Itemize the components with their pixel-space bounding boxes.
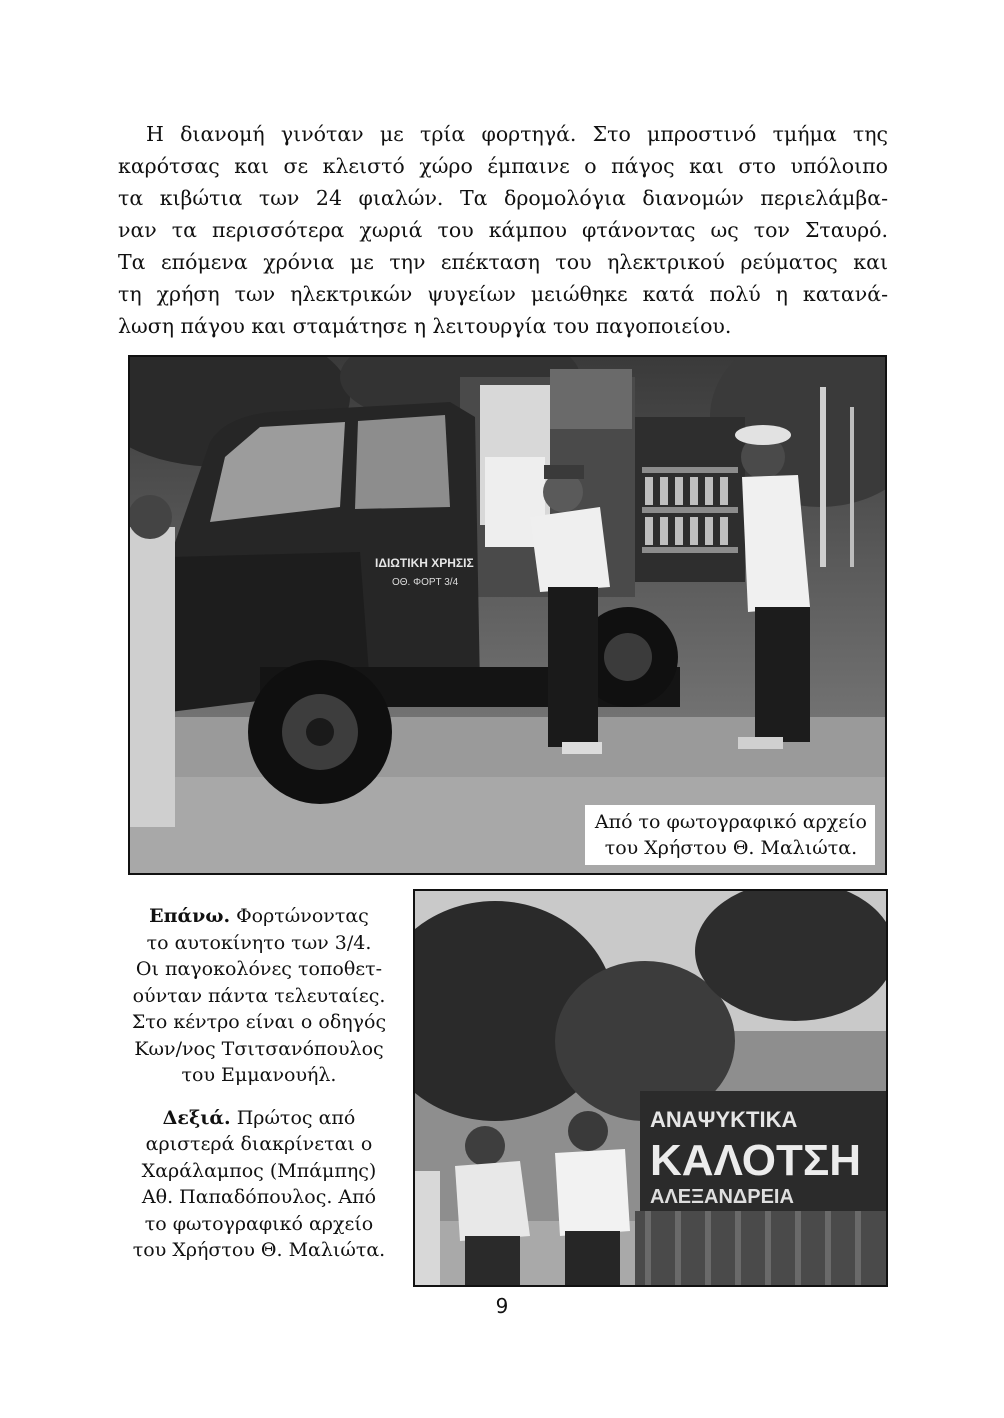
sign-photo-illustration — [415, 891, 886, 1285]
caption-line: Πρώτος από — [236, 1106, 356, 1129]
truck-door-text-2: ΟΘ. ΦΟΡΤ 3/4 — [392, 577, 459, 588]
body-line: τη χρήση των ηλεκτρικών ψυγείων μειώθηκε κατά πολύ η κατανά- — [118, 282, 888, 306]
caption-line: Οι παγοκολόνες τοποθετ- — [135, 958, 383, 980]
body-line: καρότσας και σε κλειστό χώρο έμπαινε ο πάγος και στο υπόλοιπο — [118, 154, 888, 178]
sign-text-1: ΑΝΑΨΥΚΤΙΚΑ — [650, 1107, 798, 1132]
caption-right-label: Δεξιά. — [162, 1106, 231, 1129]
truck-door-text-1: ΙΔΙΩΤΙΚΗ ΧΡΗΣΙΣ — [375, 556, 474, 570]
caption-line: Φορτώνοντας — [236, 905, 369, 927]
page-number: 9 — [495, 1294, 509, 1318]
credit-line-1: Από το φωτογραφικό αρχείο — [594, 811, 867, 833]
caption-top-label: Επάνω. — [149, 905, 231, 927]
credit-line-2: του Χρήστου Θ. Μαλιώτα. — [604, 837, 858, 859]
caption-line: του Χρήστου Θ. Μαλιώτα. — [132, 1239, 386, 1261]
body-line: τα κιβώτια των 24 φιαλών. Τα δρομολόγια διανομών περιελάμβα- — [118, 186, 888, 210]
caption-right — [118, 1105, 400, 1264]
caption-line: το φωτογραφικό αρχείο — [144, 1212, 374, 1235]
body-line: Η διανομή γινόταν με τρία φορτηγά. Στο μπροστινό τμήμα της — [146, 122, 888, 146]
body-line: ναν τα περισσότερα χωριά του κάμπου φτάνοντας ως τον Σταυρό. — [118, 218, 888, 242]
caption-line: το αυτοκίνητο των 3/4. — [146, 931, 372, 954]
body-paragraph — [118, 118, 888, 342]
caption-top — [118, 903, 400, 1089]
drinks-sign-photo — [413, 889, 888, 1287]
caption-line: αριστερά διακρίνεται ο — [145, 1133, 373, 1155]
sign-text-2: ΚΑΛΟΤΣΗ — [650, 1136, 861, 1185]
photo-credit — [585, 805, 875, 865]
body-line: Τα επόμενα χρόνια με την επέκταση του ηλεκτρικού ρεύματος και — [118, 250, 888, 274]
body-line: λωση πάγου και σταμάτησε η λειτουργία του παγοποιείου. — [118, 314, 732, 338]
caption-line: Κων/νος Τσιτσανόπουλος — [134, 1037, 384, 1060]
captions-column — [118, 903, 400, 1280]
truck-loading-photo — [128, 355, 887, 875]
caption-line: ούνταν πάντα τελευταίες. — [132, 984, 386, 1007]
sign-text-3: ΑΛΕΞΑΝΔΡΕΙΑ — [650, 1186, 794, 1208]
caption-line: του Εμμανουήλ. — [181, 1064, 337, 1086]
truck-photo-illustration — [130, 357, 885, 873]
caption-line: Στο κέντρο είναι ο οδηγός — [131, 1011, 387, 1033]
caption-line: Αθ. Παπαδόπουλος. Από — [141, 1186, 377, 1208]
caption-line: Χαράλαμπος (Μπάμπης) — [141, 1159, 377, 1182]
